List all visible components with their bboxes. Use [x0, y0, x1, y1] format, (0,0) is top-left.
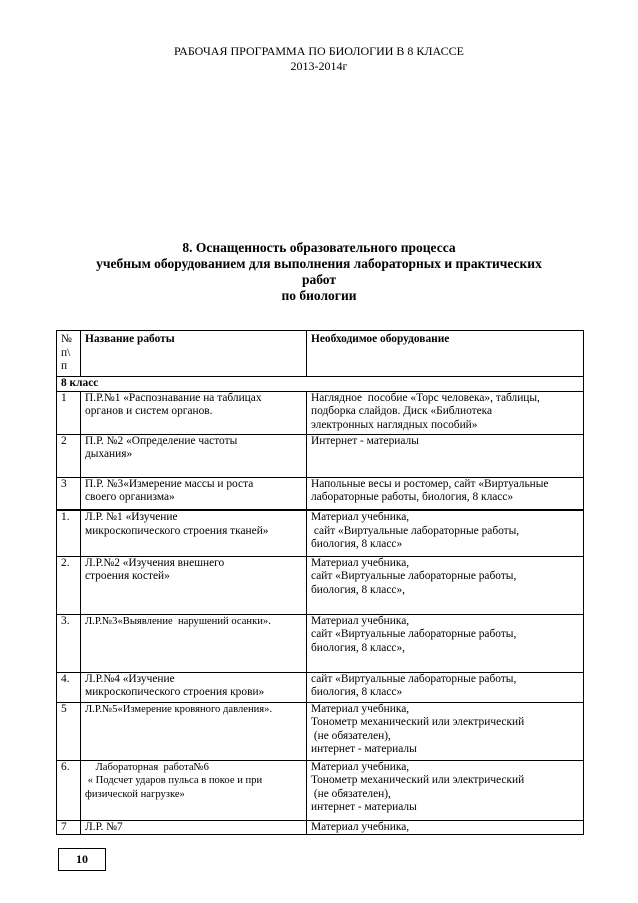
work-name: [81, 760, 307, 820]
equipment-cell: [307, 820, 584, 835]
row-number: 3: [57, 477, 81, 510]
work-name-line: Л.Р. №1 «Изучение: [85, 511, 178, 523]
work-name-line: органов и систем органов.: [85, 405, 213, 417]
equipment-cell: [307, 614, 584, 672]
column-header-number-line: п\: [61, 346, 71, 359]
work-name-line: П.Р. №3«Измерение массы и роста: [85, 477, 254, 490]
work-name-line: Л.Р.№2 «Изучения внешнего: [85, 556, 225, 569]
column-header-equipment: Необходимое оборудование: [307, 331, 584, 377]
row-number: 6.: [57, 760, 81, 820]
work-name: [81, 672, 307, 702]
table-row: [57, 434, 584, 477]
table-header-row: [57, 331, 584, 377]
work-name-line: Лабораторная работа№6: [85, 761, 209, 773]
column-header-name: Название работы: [81, 331, 307, 377]
table-row: [57, 820, 584, 835]
work-name-line: микроскопического строения крови»: [85, 686, 265, 698]
work-name: [81, 477, 307, 510]
table-row: [57, 510, 584, 556]
page-number: 10: [58, 848, 106, 871]
section-title: [0, 240, 638, 304]
equipment-line: сайт «Виртуальные лабораторные работы,: [311, 628, 517, 640]
equipment-line: сайт «Виртуальные лабораторные работы,: [311, 524, 520, 537]
equipment-line: Тонометр механический или электрический: [311, 774, 525, 786]
work-name-line: Л.Р.№4 «Изучение: [85, 672, 175, 685]
equipment-line: интернет - материалы: [311, 801, 417, 813]
work-name: [81, 614, 307, 672]
work-name-line: Л.Р.№5«Измерение кровяного давления».: [85, 703, 273, 715]
work-name-line: физической нагрузке»: [85, 788, 185, 800]
table-row: [57, 672, 584, 702]
row-number: 5: [57, 702, 81, 760]
equipment-line: Материал учебника,: [311, 760, 410, 773]
work-name-line: « Подсчет ударов пульса в покое и при: [85, 775, 263, 786]
work-name-line: своего организма»: [85, 491, 175, 503]
work-name-line: строения костей»: [85, 570, 170, 582]
equipment-cell: [307, 702, 584, 760]
equipment-line: лабораторные работы, биология, 8 класс»: [311, 491, 514, 503]
section-title-line: работ: [301, 272, 337, 287]
table-row: [57, 614, 584, 672]
equipment-line: электронных наглядных пособий»: [311, 418, 478, 431]
equipment-cell: [307, 556, 584, 614]
equipment-cell: [307, 434, 584, 477]
equipment-line: Материал учебника,: [311, 820, 410, 833]
work-name: [81, 556, 307, 614]
equipment-line: биология, 8 класс»: [311, 686, 403, 698]
work-name: [81, 434, 307, 477]
table-row: [57, 760, 584, 820]
table-row: [57, 391, 584, 434]
equipment-table: [56, 330, 584, 835]
equipment-line: сайт «Виртуальные лабораторные работы,: [311, 672, 517, 685]
work-name: [81, 510, 307, 556]
work-name-line: П.Р. №2 «Определение частоты: [85, 434, 238, 447]
row-number: 1: [57, 391, 81, 434]
row-number: 4.: [57, 672, 81, 702]
section-label-row: [57, 377, 584, 392]
equipment-line: Тонометр механический или электрический: [311, 716, 525, 728]
row-number: 2: [57, 434, 81, 477]
equipment-line: интернет - материалы: [311, 743, 417, 755]
running-header-year: 2013-2014г: [290, 59, 348, 73]
equipment-line: биология, 8 класс»,: [311, 641, 405, 654]
equipment-cell: [307, 672, 584, 702]
equipment-line: Интернет - материалы: [311, 434, 419, 447]
table-row: [57, 702, 584, 760]
row-number: 1.: [57, 510, 81, 556]
row-number: 7: [57, 820, 81, 835]
section-title-line: 8. Оснащенность образовательного процесса: [182, 240, 456, 255]
table-row: [57, 477, 584, 510]
column-header-number-line: №: [61, 333, 72, 345]
section-title-line: учебным оборудованием для выполнения лабораторных и практических: [96, 256, 542, 271]
equipment-line: подборка слайдов. Диск «Библиотека: [311, 405, 493, 417]
running-header-title: РАБОЧАЯ ПРОГРАММА ПО БИОЛОГИИ В 8 КЛАССЕ: [174, 44, 464, 58]
work-name-line: микроскопического строения тканей»: [85, 524, 269, 537]
equipment-line: Материал учебника,: [311, 511, 410, 523]
equipment-line: Напольные весы и ростомер, сайт «Виртуальные: [311, 477, 549, 490]
work-name: [81, 391, 307, 434]
column-header-number-line: п: [61, 360, 68, 372]
work-name: [81, 702, 307, 760]
equipment-line: Материал учебника,: [311, 702, 410, 715]
equipment-line: (не обязателен),: [311, 787, 391, 800]
column-header-number: [57, 331, 81, 377]
equipment-line: (не обязателен),: [311, 729, 391, 742]
section-label: 8 класс: [57, 377, 584, 392]
row-number: 2.: [57, 556, 81, 614]
equipment-cell: [307, 391, 584, 434]
equipment-line: биология, 8 класс»: [311, 538, 403, 550]
equipment-line: биология, 8 класс»,: [311, 583, 405, 596]
section-title-line: по биологии: [281, 288, 357, 303]
equipment-cell: [307, 477, 584, 510]
equipment-line: сайт «Виртуальные лабораторные работы,: [311, 570, 517, 582]
work-name: [81, 820, 307, 835]
work-name-line: Л.Р.№3«Выявление нарушений осанки».: [85, 615, 271, 627]
row-number: 3.: [57, 614, 81, 672]
work-name-line: дыхания»: [85, 448, 133, 460]
work-name-line: Л.Р. №7: [85, 820, 123, 833]
work-name-line: П.Р.№1 «Распознавание на таблицах: [85, 391, 262, 404]
equipment-cell: [307, 760, 584, 820]
equipment-line: Материал учебника,: [311, 556, 410, 569]
equipment-cell: [307, 510, 584, 556]
equipment-line: Материал учебника,: [311, 614, 410, 627]
table-row: [57, 556, 584, 614]
equipment-line: Наглядное пособие «Торс человека», таблицы,: [311, 391, 540, 404]
